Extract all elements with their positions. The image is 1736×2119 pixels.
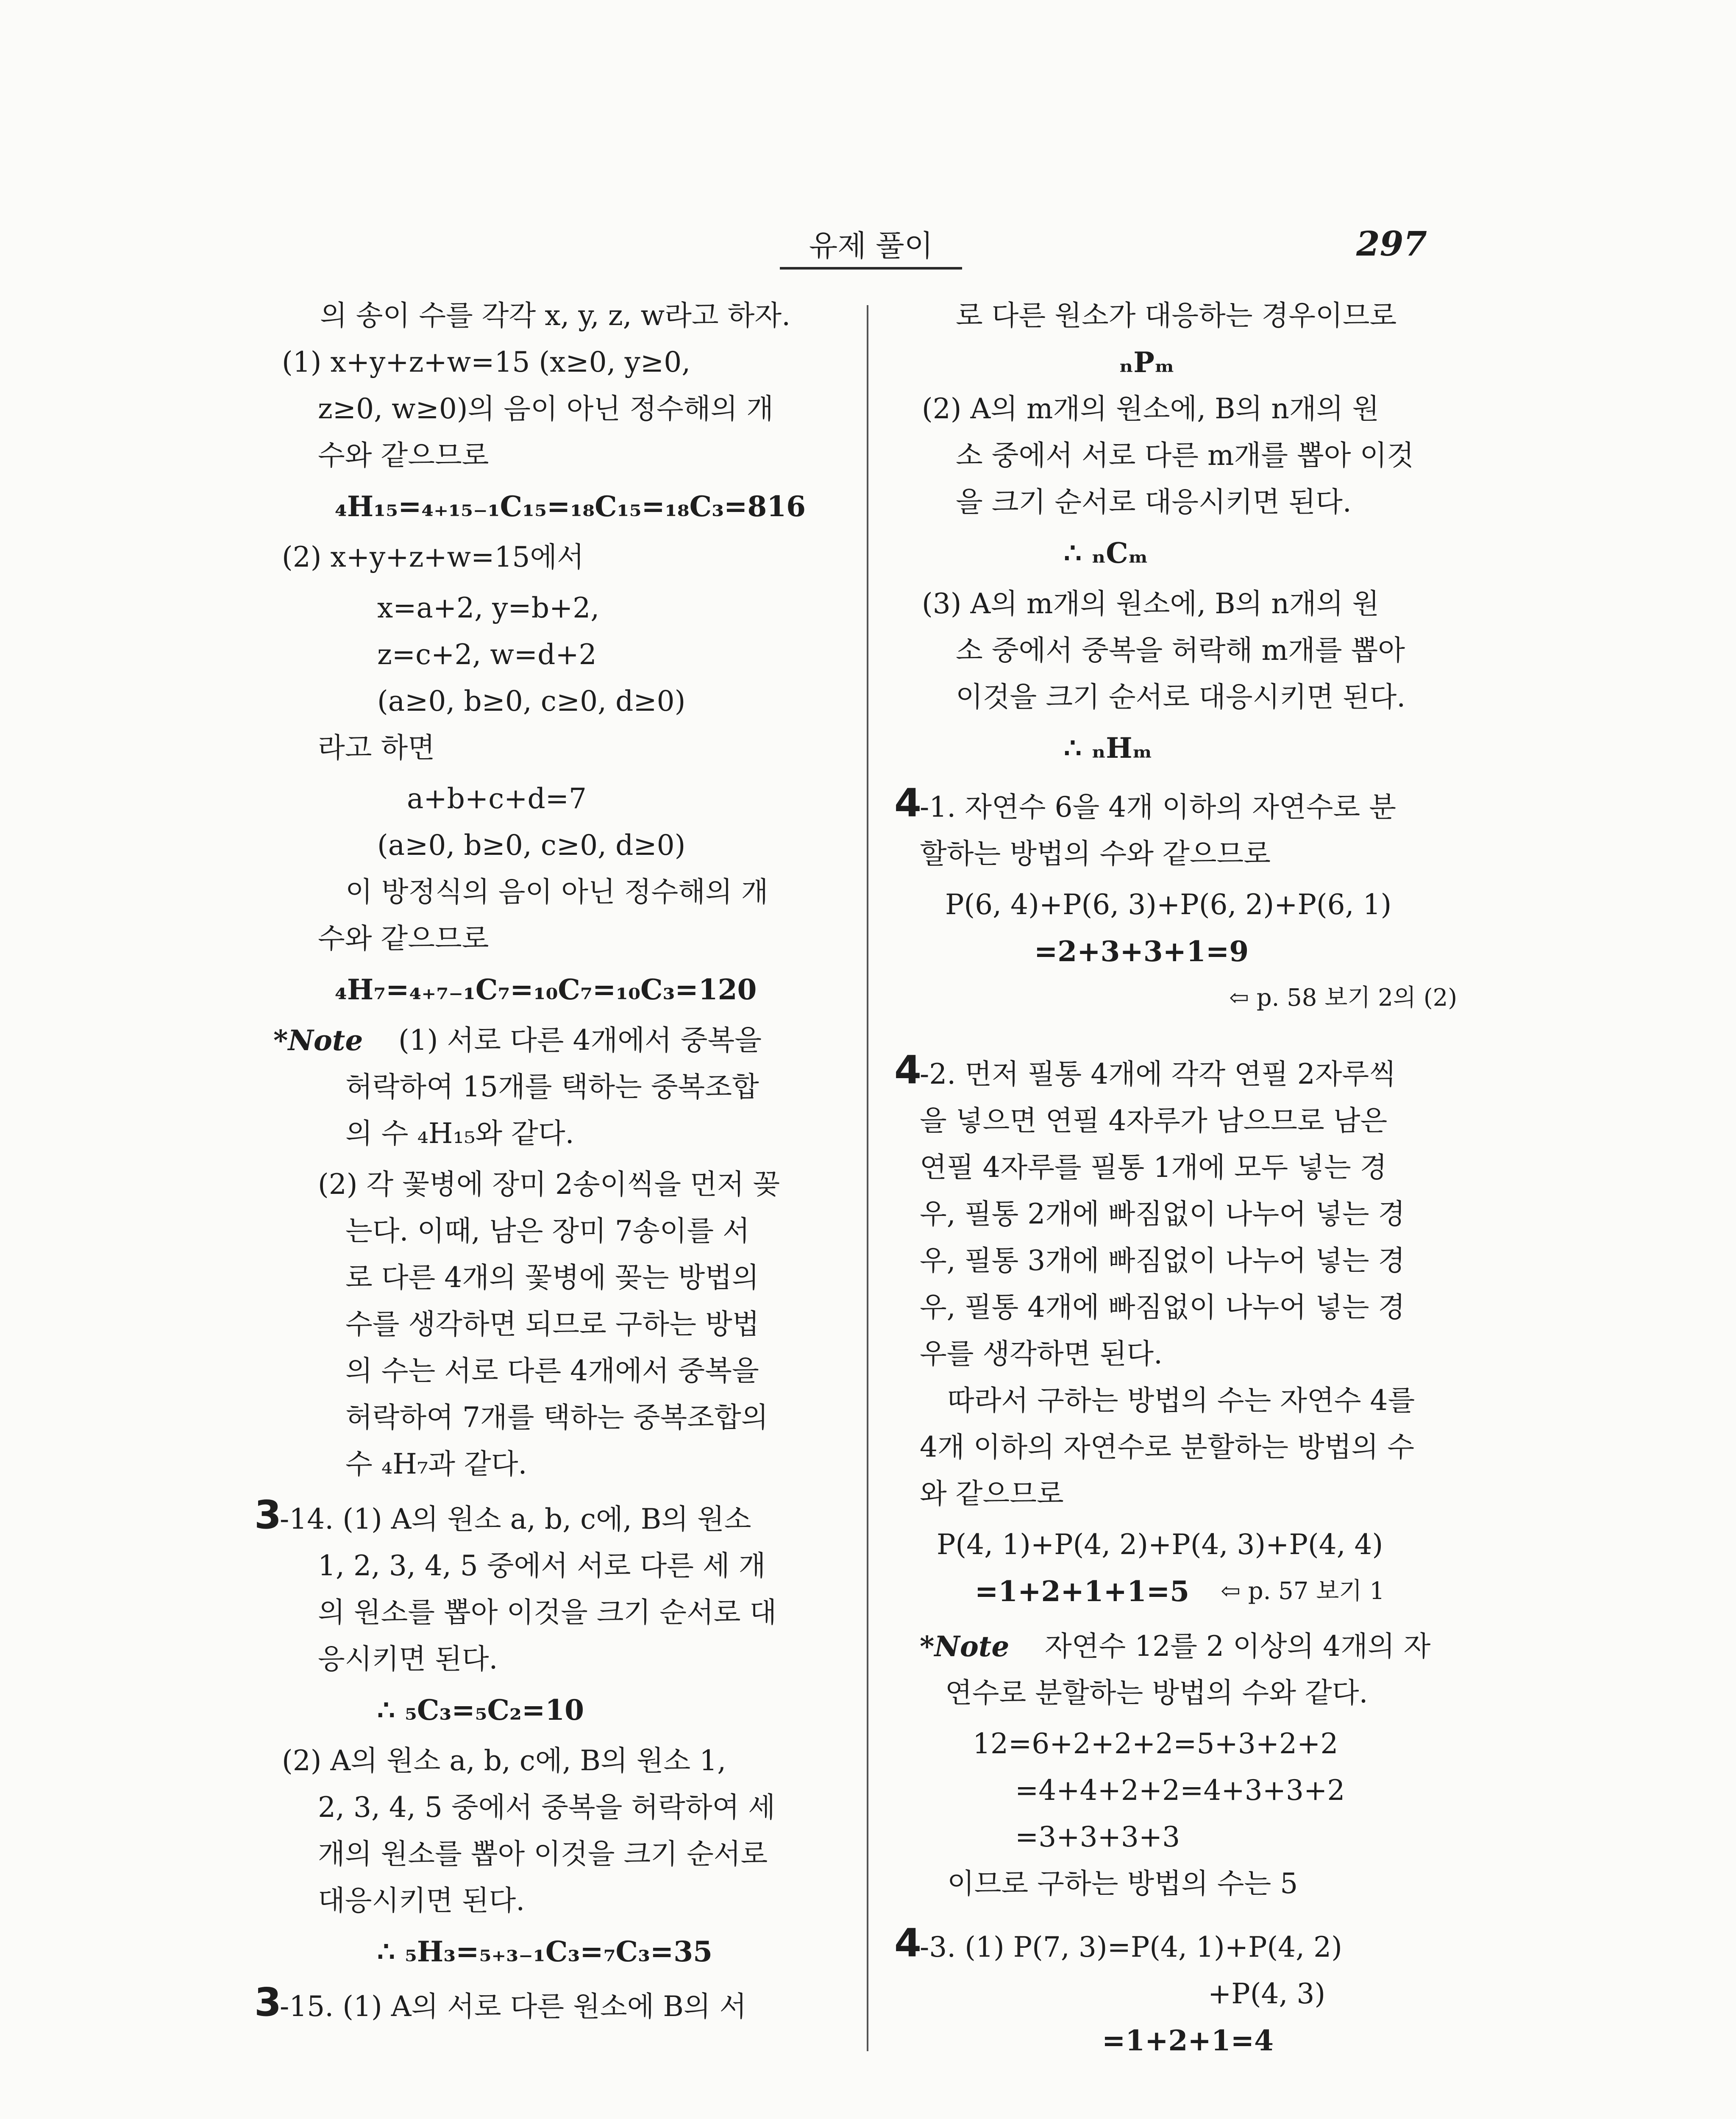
text-line: 의 원소를 뽑아 이것을 크기 순서로 대 bbox=[318, 1596, 777, 1629]
problem-number: 4 bbox=[894, 780, 921, 826]
text-line: 이 방정식의 음이 아닌 정수해의 개 bbox=[345, 876, 768, 908]
text-line: 이것을 크기 순서로 대응시키면 된다. bbox=[956, 681, 1406, 713]
text-line: 허락하여 7개를 택하는 중복조합의 bbox=[345, 1401, 768, 1434]
formula-line: a+b+c+d=7 bbox=[407, 782, 587, 815]
formula-line: ₄H₇=₄₊₇₋₁C₇=₁₀C₇=₁₀C₃=120 bbox=[335, 973, 757, 1006]
note-label: *Note bbox=[273, 1024, 363, 1057]
text-line: 우, 필통 2개에 빠짐없이 나누어 넣는 경 bbox=[920, 1198, 1405, 1230]
text-line: 라고 하면 bbox=[318, 731, 435, 764]
text-line: -2. 먼저 필통 4개에 각각 연필 2자루씩 bbox=[920, 1058, 1396, 1090]
text-line: 의 수 ₄H₁₅와 같다. bbox=[345, 1117, 574, 1150]
problem-number: 4 bbox=[894, 1920, 921, 1966]
text-line: 허락하여 15개를 택하는 중복조합 bbox=[345, 1071, 759, 1103]
text-line: 는다. 이때, 남은 장미 7송이를 서 bbox=[345, 1215, 750, 1247]
text-line: 의 수는 서로 다른 4개에서 중복을 bbox=[345, 1354, 759, 1387]
formula-line: ₄H₁₅=₄₊₁₅₋₁C₁₅=₁₈C₁₅=₁₈C₃=816 bbox=[335, 490, 806, 523]
formula-line: =1+2+1=4 bbox=[1102, 2024, 1274, 2057]
formula-line: ∴ ₙCₘ bbox=[1064, 537, 1149, 570]
formula-line: x=a+2, y=b+2, bbox=[377, 592, 600, 624]
formula-line: P(6, 4)+P(6, 3)+P(6, 2)+P(6, 1) bbox=[945, 888, 1392, 921]
formula-line: ∴ ₙHₘ bbox=[1064, 731, 1153, 765]
formula-line: ₙPₘ bbox=[1119, 346, 1175, 379]
text-line: (3) A의 m개의 원소에, B의 n개의 원 bbox=[922, 587, 1380, 620]
page-reference: ⇦ p. 57 보기 1 bbox=[1221, 1577, 1385, 1605]
text-line: 대응시키면 된다. bbox=[318, 1884, 525, 1917]
formula-line: z=c+2, w=d+2 bbox=[377, 638, 597, 671]
text-line: 자연수 12를 2 이상의 4개의 자 bbox=[1045, 1630, 1431, 1663]
formula-line: ∴ ₅H₃=₅₊₃₋₁C₃=₇C₃=35 bbox=[377, 1935, 713, 1968]
text-line: 우, 필통 4개에 빠짐없이 나누어 넣는 경 bbox=[920, 1291, 1405, 1324]
column-divider bbox=[867, 305, 868, 2051]
formula-line: (a≥0, b≥0, c≥0, d≥0) bbox=[377, 829, 686, 862]
text-line: 우, 필통 3개에 빠짐없이 나누어 넣는 경 bbox=[920, 1244, 1405, 1277]
text-line: 연수로 분할하는 방법의 수와 같다. bbox=[945, 1677, 1368, 1709]
formula-line: (a≥0, b≥0, c≥0, d≥0) bbox=[377, 685, 686, 717]
text-line: 을 크기 순서로 대응시키면 된다. bbox=[956, 486, 1352, 518]
text-line: 소 중에서 서로 다른 m개를 뽑아 이것 bbox=[956, 439, 1414, 472]
section-title: 유제 풀이 bbox=[780, 225, 962, 270]
text-line: (1) 서로 다른 4개에서 중복을 bbox=[398, 1024, 762, 1057]
text-line: (2) x+y+z+w=15에서 bbox=[282, 541, 584, 573]
formula-line: +P(4, 3) bbox=[1208, 1977, 1326, 2010]
text-line: 수와 같으므로 bbox=[318, 922, 489, 955]
page-reference: ⇦ p. 58 보기 2의 (2) bbox=[1229, 984, 1458, 1012]
text-line: -14. (1) A의 원소 a, b, c에, B의 원소 bbox=[280, 1503, 751, 1535]
text-line: -1. 자연수 6을 4개 이하의 자연수로 분 bbox=[920, 791, 1396, 823]
text-line: -15. (1) A의 서로 다른 원소에 B의 서 bbox=[280, 1990, 747, 2023]
formula-line: ∴ ₅C₃=₅C₂=10 bbox=[377, 1694, 584, 1727]
formula-line: =2+3+3+1=9 bbox=[1034, 935, 1249, 968]
text-line: 응시키면 된다. bbox=[318, 1643, 498, 1675]
text-line: (2) 각 꽃병에 장미 2송이씩을 먼저 꽂 bbox=[318, 1168, 780, 1201]
text-line: 이므로 구하는 방법의 수는 5 bbox=[947, 1867, 1298, 1900]
text-line: 2, 3, 4, 5 중에서 중복을 허락하여 세 bbox=[318, 1791, 776, 1824]
text-line: 로 다른 4개의 꽃병에 꽂는 방법의 bbox=[345, 1261, 759, 1294]
text-line: z≥0, w≥0)의 음이 아닌 정수해의 개 bbox=[318, 392, 774, 425]
problem-number: 3 bbox=[254, 1980, 281, 2025]
text-line: 1, 2, 3, 4, 5 중에서 서로 다른 세 개 bbox=[318, 1549, 766, 1582]
text-line: 수와 같으므로 bbox=[318, 439, 489, 472]
text-line: 따라서 구하는 방법의 수는 자연수 4를 bbox=[947, 1384, 1415, 1417]
text-line: 로 다른 원소가 대응하는 경우이므로 bbox=[956, 299, 1397, 332]
formula-line: =4+4+2+2=4+3+3+2 bbox=[1015, 1774, 1345, 1807]
text-line: 수를 생각하면 되므로 구하는 방법 bbox=[345, 1308, 760, 1340]
page-number: 297 bbox=[1356, 224, 1427, 264]
text-line: (1) x+y+z+w=15 (x≥0, y≥0, bbox=[282, 346, 691, 378]
text-line: 을 넣으면 연필 4자루가 남으므로 남은 bbox=[920, 1104, 1388, 1137]
text-line: 수 ₄H₇과 같다. bbox=[345, 1448, 527, 1480]
text-line: 의 송이 수를 각각 x, y, z, w라고 하자. bbox=[320, 299, 791, 332]
text-line: 4개 이하의 자연수로 분할하는 방법의 수 bbox=[920, 1431, 1414, 1463]
text-line: 와 같으므로 bbox=[920, 1477, 1064, 1510]
formula-line: P(4, 1)+P(4, 2)+P(4, 3)+P(4, 4) bbox=[937, 1528, 1383, 1561]
formula-line: 12=6+2+2+2=5+3+2+2 bbox=[973, 1727, 1338, 1760]
text-line: (2) A의 원소 a, b, c에, B의 원소 1, bbox=[282, 1744, 726, 1777]
problem-number: 4 bbox=[894, 1047, 921, 1093]
text-line: (2) A의 m개의 원소에, B의 n개의 원 bbox=[922, 392, 1380, 425]
formula-line: =3+3+3+3 bbox=[1015, 1821, 1180, 1853]
formula-line: =1+2+1+1=5 bbox=[975, 1575, 1190, 1608]
note-label: *Note bbox=[920, 1630, 1010, 1663]
text-line: 개의 원소를 뽑아 이것을 크기 순서로 bbox=[318, 1838, 768, 1870]
text-line: 소 중에서 중복을 허락해 m개를 뽑아 bbox=[956, 634, 1405, 667]
text-line: 연필 4자루를 필통 1개에 모두 넣는 경 bbox=[920, 1151, 1387, 1184]
formula-line: -3. (1) P(7, 3)=P(4, 1)+P(4, 2) bbox=[920, 1931, 1342, 1963]
text-line: 우를 생각하면 된다. bbox=[920, 1338, 1163, 1370]
problem-number: 3 bbox=[254, 1492, 281, 1538]
text-line: 할하는 방법의 수와 같으므로 bbox=[920, 837, 1271, 870]
